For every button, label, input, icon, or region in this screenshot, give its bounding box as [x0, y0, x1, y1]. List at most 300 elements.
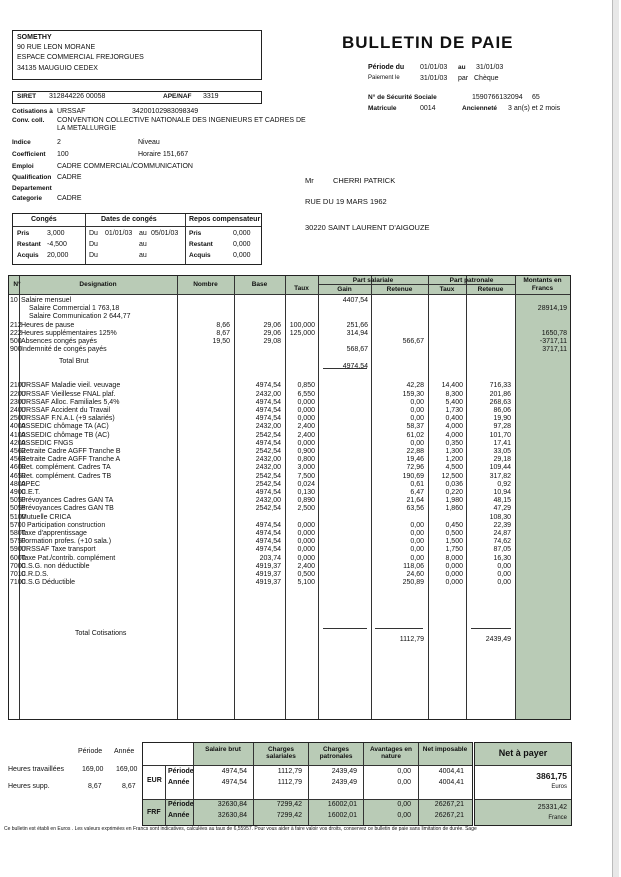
conges-date-from: 01/01/03 — [105, 230, 133, 237]
line-taux: 0,850 — [297, 382, 315, 390]
paid-label: Paiement le — [368, 75, 400, 81]
conges-box — [12, 213, 262, 265]
line-number: 222 — [10, 329, 22, 337]
conges-dates-header: Dates de congés — [101, 216, 157, 223]
line-designation: C.R.D.S. — [21, 571, 49, 578]
table-row — [9, 391, 570, 399]
line-retenue: 250,89 — [402, 579, 424, 587]
line-retenue-pat: 33,05 — [493, 448, 511, 455]
line-base: 4974,54 — [255, 546, 281, 554]
line-base: 2432,00 — [255, 456, 281, 464]
scrollbar[interactable] — [612, 0, 619, 877]
line-designation: Ret. complément. Cadres TA — [21, 464, 111, 472]
line-nombre: 8,66 — [216, 321, 230, 329]
conges-value: -4,500 — [47, 241, 67, 248]
info-row — [12, 195, 312, 205]
line-number: 7010 — [10, 571, 26, 578]
line-taux-pat: 0,000 — [445, 562, 463, 570]
line-base: 29,06 — [263, 329, 281, 337]
line-designation: Retraite Cadre AGFF Tranche A — [21, 456, 121, 464]
period-to: 31/01/03 — [476, 64, 504, 71]
line-designation: URSSAF Alloc. Familiales 5,4% — [21, 398, 120, 406]
period-block — [366, 64, 596, 119]
line-number: 7000 — [10, 562, 26, 570]
conges-label: Acquis — [17, 252, 39, 259]
line-retenue: 118,06 — [403, 562, 424, 570]
employee-name: CHERRI PATRICK — [333, 176, 396, 185]
line-retenue-pat: 109,44 — [489, 464, 511, 472]
line-retenue-pat: 716,33 — [489, 382, 511, 390]
line-number: 6000 — [10, 554, 26, 562]
line-retenue-pat: 74,62 — [493, 538, 511, 546]
sum-cp-value: 2439,49 — [331, 779, 357, 786]
hours-supp-label: Heures supp. — [8, 783, 50, 790]
line-number: 4563 — [10, 456, 26, 464]
table-row — [9, 579, 570, 587]
employer-address1: 90 RUE LEON MORANE — [17, 44, 96, 51]
info-row — [12, 163, 312, 173]
table-row — [9, 448, 570, 456]
col-francs: Francs — [531, 285, 554, 292]
line-number: 4650 — [10, 472, 26, 480]
sum-cs-value: 7299,42 — [276, 812, 302, 819]
table-row — [9, 432, 570, 440]
line-base: 4919,37 — [255, 562, 281, 570]
line-number: 5700 — [10, 521, 26, 529]
line-taux: 0,000 — [297, 521, 315, 529]
line-base: 4974,54 — [255, 398, 281, 406]
line-base: 2542,54 — [255, 448, 281, 455]
sum-h-brut: Salaire brut — [205, 746, 241, 753]
line-retenue-pat: 86,06 — [493, 407, 511, 414]
siret-label: SIRET — [17, 93, 37, 100]
line-number: 5800 — [10, 530, 26, 537]
sum-eur-label: EUR — [147, 777, 162, 784]
table-row — [9, 497, 570, 505]
line-number: 5100 — [10, 513, 26, 521]
line-taux: 0,000 — [297, 538, 315, 546]
line-retenue-pat: 0,92 — [497, 480, 511, 488]
line-taux-pat: 8,000 — [445, 554, 463, 562]
conges-date-to: 05/01/03 — [151, 230, 179, 237]
line-retenue: 19,46 — [406, 456, 424, 464]
matricule-value: 0014 — [420, 105, 436, 112]
line-number: 2100 — [10, 382, 26, 390]
table-body — [9, 297, 570, 717]
sum-ni-value: 4004,41 — [438, 779, 464, 786]
line-retenue-pat: 19,90 — [493, 415, 511, 423]
sum-brut-value: 4974,54 — [221, 779, 247, 786]
line-retenue: 0,00 — [410, 530, 424, 537]
line-retenue-pat: 0,00 — [497, 562, 511, 570]
line-base: 4974,54 — [255, 382, 281, 390]
line-designation: Prévoyances Cadres GAN TB — [21, 505, 114, 513]
line-base: 203,74 — [259, 554, 281, 562]
line-gain: 251,66 — [346, 321, 368, 329]
line-designation: C.S.G Déductible — [21, 579, 76, 587]
info-value: LA METALLURGIE — [57, 125, 117, 132]
conges-du: Du — [89, 241, 98, 248]
line-base: 2542,54 — [255, 505, 281, 513]
line-base: 2432,00 — [255, 390, 281, 398]
period-to-label: au — [458, 64, 466, 71]
employee-civility: Mr — [305, 176, 314, 185]
info-extra: Niveau — [138, 139, 160, 146]
table-row — [9, 555, 570, 563]
line-designation: Mutuelle CRICA — [21, 513, 72, 521]
line-retenue-pat: 101,70 — [489, 431, 511, 439]
line-designation: URSSAF F.N.A.L (+9 salariés) — [21, 415, 115, 423]
siret-value: 312844226 00058 — [49, 93, 106, 100]
line-retenue: 0,00 — [410, 407, 424, 414]
employer-address2: ESPACE COMMERCIAL FREJORGUES — [17, 54, 144, 61]
total-cotisations-retenue: 1112,79 — [399, 636, 424, 643]
line-base: 4974,54 — [255, 415, 281, 423]
line-retenue: 6,47 — [410, 489, 424, 496]
table-row — [9, 330, 570, 338]
table-row — [9, 571, 570, 579]
line-taux: 0,130 — [297, 489, 315, 496]
repos-value: 0,000 — [233, 230, 251, 237]
line-retenue: 22,88 — [406, 448, 424, 455]
line-retenue-pat: 97,28 — [493, 423, 511, 431]
line-designation: URSSAF Taxe transport — [21, 546, 96, 554]
line-taux-pat: 0,000 — [445, 571, 463, 578]
line-number: 2500 — [10, 415, 26, 423]
table-row — [9, 440, 570, 448]
line-taux: 0,000 — [297, 439, 315, 447]
line-base: 2432,00 — [255, 497, 281, 505]
sum-year-label: Année — [168, 812, 190, 819]
info-extra: 342001029830983​49 — [132, 108, 199, 115]
line-designation: Total Brut — [59, 358, 89, 366]
line-francs: 28914,19 — [537, 305, 567, 313]
line-taux-pat: 1,860 — [445, 505, 463, 513]
line-number: 2300 — [10, 398, 26, 406]
line-taux: 0,890 — [297, 497, 315, 505]
line-francs: 1650,78 — [541, 329, 567, 337]
line-number: 900 — [10, 346, 22, 354]
table-row — [9, 382, 570, 390]
line-retenue: 0,00 — [410, 538, 424, 546]
line-base: 29,06 — [263, 321, 281, 329]
par-value: Chèque — [474, 75, 499, 82]
page-title: BULLETIN DE PAIE — [342, 33, 514, 52]
table-row — [9, 407, 570, 415]
line-number: 4900 — [10, 489, 26, 496]
line-number: 4562 — [10, 448, 26, 455]
sum-ni-value: 26267,21 — [434, 812, 464, 819]
line-taux: 7,500 — [297, 472, 315, 480]
table-row — [9, 305, 570, 313]
line-retenue: 0,61 — [410, 480, 424, 488]
table-row — [9, 399, 570, 407]
line-number: 4100 — [10, 431, 26, 439]
line-base: 4919,37 — [255, 571, 281, 578]
col-montants: Montants en — [523, 277, 562, 284]
secu-key: 65 — [532, 94, 540, 101]
line-taux-pat: 14,400 — [441, 382, 463, 390]
conges-du: Du — [89, 252, 98, 259]
secu-label: N° de Sécurité Sociale — [368, 94, 437, 101]
sum-h-charges-pat: Charges patronales — [319, 746, 353, 760]
line-taux: 0,000 — [297, 407, 315, 414]
net-to-pay-box — [474, 742, 572, 826]
line-retenue-pat: 24,87 — [493, 530, 511, 537]
table-row — [9, 546, 570, 554]
employee-street: RUE DU 19 MARS 1962 — [305, 197, 387, 206]
conges-value: 3,000 — [47, 230, 65, 237]
conges-header: Congés — [31, 216, 57, 223]
line-taux-pat: 4,000 — [445, 423, 463, 431]
line-base: 4974,54 — [255, 407, 281, 414]
table-row — [9, 415, 570, 423]
line-taux: 125,000 — [289, 329, 315, 337]
employee-address-block — [305, 176, 555, 236]
line-designation: Taxe d'apprentissage — [21, 530, 87, 537]
info-label: Categorie — [12, 195, 42, 202]
anciennete-label: Ancienneté — [462, 105, 498, 112]
line-gain: 314,94 — [346, 329, 368, 337]
sum-av-value: 0,00 — [397, 812, 411, 819]
hours-period-label: Période — [78, 748, 103, 755]
line-francs: 3717,11 — [542, 346, 567, 354]
table-row — [9, 489, 570, 497]
line-taux-pat: 0,000 — [445, 579, 463, 587]
line-designation: Taxe Pat./contrib. complément — [21, 554, 116, 562]
line-number: 5050 — [10, 497, 26, 505]
table-row — [9, 563, 570, 571]
line-base: 2542,54 — [255, 480, 281, 488]
payslip-table — [8, 275, 571, 720]
conges-du: Du — [89, 230, 98, 237]
line-base: 4974,54 — [255, 439, 281, 447]
line-gain: 4407,54 — [342, 297, 368, 304]
totals-grid — [142, 742, 473, 826]
net-to-pay-eur-unit: Euros — [551, 784, 567, 790]
line-designation: Heures supplémentaires 125% — [21, 329, 117, 337]
line-designation: URSSAF Maladie vieil. veuvage — [21, 382, 121, 390]
ape-label: APE/NAF — [163, 93, 192, 100]
line-taux: 2,400 — [297, 431, 315, 439]
line-number: 4800 — [10, 480, 26, 488]
table-row — [9, 473, 570, 481]
anciennete-value: 3 an(s) et 2 mois — [508, 105, 561, 112]
line-designation: URSSAF Vieillesse FNAL plaf. — [21, 390, 116, 398]
line-base: 4974,54 — [255, 489, 281, 496]
line-designation: Absences congés payés — [21, 338, 97, 345]
line-designation: Salaire Communication 2 644,77 — [29, 313, 131, 321]
sum-h-charges-sal: Charges salariales — [266, 746, 296, 760]
line-gain: 4974,54 — [342, 363, 368, 371]
line-taux: 0,024 — [297, 480, 315, 488]
col-taux: Taux — [294, 285, 309, 292]
line-taux: 2,400 — [297, 423, 315, 431]
line-taux-pat: 12,500 — [441, 472, 463, 480]
col-no: N° — [13, 281, 21, 288]
sum-period-label: Période — [168, 768, 194, 775]
line-retenue: 0,00 — [410, 398, 424, 406]
repos-value: 0,000 — [233, 241, 251, 248]
line-retenue-pat: 0,00 — [497, 571, 511, 578]
line-designation: APEC — [21, 480, 41, 488]
line-taux-pat: 4,000 — [445, 431, 463, 439]
col-gain: Gain — [337, 286, 352, 293]
employment-info — [12, 108, 312, 204]
line-designation: ASSEDIC chômage TA (AC) — [21, 423, 109, 431]
line-number: 10 — [10, 297, 18, 304]
line-number: 2400 — [10, 407, 26, 414]
line-taux: 0,000 — [297, 415, 315, 423]
line-retenue: 0,00 — [410, 415, 424, 423]
line-retenue-pat: 0,00 — [497, 579, 511, 587]
line-taux: 0,000 — [297, 398, 315, 406]
line-taux-pat: 1,750 — [445, 546, 463, 554]
line-designation: C.S.G. non déductible — [21, 562, 90, 570]
repos-label: Pris — [189, 230, 202, 237]
line-taux-pat: 1,200 — [445, 456, 463, 464]
repos-label: Restant — [189, 241, 213, 248]
line-taux-pat: 0,036 — [445, 480, 463, 488]
table-row — [9, 338, 570, 346]
line-designation: URSSAF Accident du Travail — [21, 407, 111, 414]
line-retenue: 58,37 — [406, 423, 424, 431]
line-retenue: 63,56 — [406, 505, 424, 513]
conges-label: Pris — [17, 230, 30, 237]
line-designation: ASSEDIC chômage TB (AC) — [21, 431, 110, 439]
info-value: CADRE — [57, 174, 82, 181]
info-value: CADRE — [57, 195, 82, 202]
info-row — [12, 174, 312, 184]
repos-header: Repos compensateur — [189, 216, 261, 223]
line-taux-pat: 0,400 — [445, 415, 463, 423]
info-label: Indice — [12, 139, 31, 146]
net-to-pay-eur: 3861,75 — [536, 771, 567, 781]
line-taux-pat: 0,220 — [445, 489, 463, 496]
conges-value: 20,000 — [47, 252, 69, 259]
info-value: 100 — [57, 151, 69, 158]
line-number: 4000 — [10, 423, 26, 431]
line-gain: 568,67 — [346, 346, 368, 354]
line-designation: Heures de pause — [21, 321, 75, 329]
line-taux-pat: 1,980 — [445, 497, 463, 505]
line-francs: -3717,11 — [539, 338, 567, 345]
line-taux-pat: 0,350 — [445, 439, 463, 447]
ape-value: 3319 — [203, 93, 219, 100]
par-label: par — [458, 75, 469, 82]
col-nombre: Nombre — [193, 281, 218, 288]
info-label: Departement — [12, 185, 52, 192]
period-from: 01/01/03 — [420, 64, 448, 71]
sum-cp-value: 16002,01 — [327, 812, 357, 819]
line-retenue-pat: 16,30 — [493, 554, 511, 562]
employer-name: SOMETHY — [17, 34, 52, 41]
hours-supp-period: 8,67 — [88, 783, 102, 790]
line-retenue-pat: 108,30 — [489, 513, 511, 521]
line-taux: 0,900 — [297, 448, 315, 455]
info-label: Cotisations à — [12, 108, 53, 115]
conges-au: au — [139, 230, 147, 237]
sum-cs-value: 1112,79 — [277, 779, 302, 786]
line-taux-pat: 8,300 — [445, 390, 463, 398]
col-retenue: Retenue — [386, 286, 413, 293]
line-retenue-pat: 201,86 — [489, 390, 511, 398]
line-taux: 2,400 — [297, 562, 315, 570]
line-retenue: 24,60 — [406, 571, 424, 578]
info-label: Coefficient — [12, 151, 46, 158]
line-retenue-pat: 48,15 — [493, 497, 511, 505]
info-label: Conv. coll. — [12, 117, 45, 124]
table-row — [9, 297, 570, 305]
line-taux-pat: 1,730 — [445, 407, 463, 414]
conges-au: au — [139, 252, 147, 259]
info-row — [12, 125, 312, 135]
sum-av-value: 0,00 — [397, 801, 411, 808]
line-number: 5900 — [10, 546, 26, 554]
line-number: 5055 — [10, 505, 26, 513]
line-taux-pat: 1,300 — [445, 448, 463, 455]
sum-cs-value: 7299,42 — [276, 801, 302, 808]
info-label: Emploi — [12, 163, 34, 170]
line-nombre: 8,67 — [216, 329, 230, 337]
table-row — [9, 481, 570, 489]
sum-brut-value: 4974,54 — [221, 768, 247, 775]
info-value: CADRE COMMERCIAL/COMMUNICATION — [57, 163, 193, 170]
repos-value: 0,000 — [233, 252, 251, 259]
line-retenue: 0,00 — [410, 546, 424, 554]
hours-year-label: Année — [114, 748, 135, 755]
info-row — [12, 139, 312, 149]
line-taux-pat: 4,500 — [445, 464, 463, 472]
line-retenue-pat: 87,05 — [493, 546, 511, 554]
line-base: 4974,54 — [255, 530, 281, 537]
table-row — [9, 505, 570, 513]
line-taux-pat: 0,450 — [445, 521, 463, 529]
table-row — [9, 346, 570, 354]
line-designation: C.E.T. — [21, 489, 41, 496]
line-base: 4974,54 — [255, 521, 281, 529]
col-base: Base — [251, 281, 268, 288]
net-to-pay-frf-unit: France — [548, 815, 567, 821]
sum-h-net-imp: Net imposable — [422, 746, 468, 753]
line-base: 4974,54 — [255, 538, 281, 546]
line-retenue: 0,00 — [410, 439, 424, 447]
total-cotisations-patronale: 2439,49 — [485, 636, 511, 643]
col-part-salariale: Part salariale — [352, 277, 394, 284]
hours-worked-year: 169,00 — [116, 766, 138, 773]
employee-city: 30220 SAINT LAURENT D'AIGOUZE — [305, 223, 430, 232]
sum-cp-value: 2439,49 — [331, 768, 357, 775]
matricule-label: Matricule — [368, 105, 397, 112]
info-value: URSSAF — [57, 108, 86, 115]
line-base: 4919,37 — [255, 579, 281, 587]
line-base: 2432,00 — [255, 464, 281, 472]
line-designation: ASSEDIC FNGS — [21, 439, 74, 447]
line-designation: Retraite Cadre AGFF Tranche B — [21, 448, 121, 455]
line-taux: 3,000 — [297, 464, 315, 472]
line-retenue-pat: 47,29 — [493, 505, 511, 513]
sum-year-label: Année — [168, 779, 190, 786]
line-designation: Ret. complément. Cadres TB — [21, 472, 112, 480]
line-taux: 0,000 — [297, 554, 315, 562]
col-taux-pat: Taux — [439, 286, 455, 293]
line-retenue-pat: 22,39 — [493, 521, 511, 529]
line-number: 4600 — [10, 464, 26, 472]
employer-city: 34135 MAUGUIO CEDEX — [17, 65, 98, 72]
line-taux: 100,000 — [289, 321, 315, 329]
line-designation: Salaire mensuel — [21, 297, 72, 304]
sum-cp-value: 16002,01 — [327, 801, 357, 808]
